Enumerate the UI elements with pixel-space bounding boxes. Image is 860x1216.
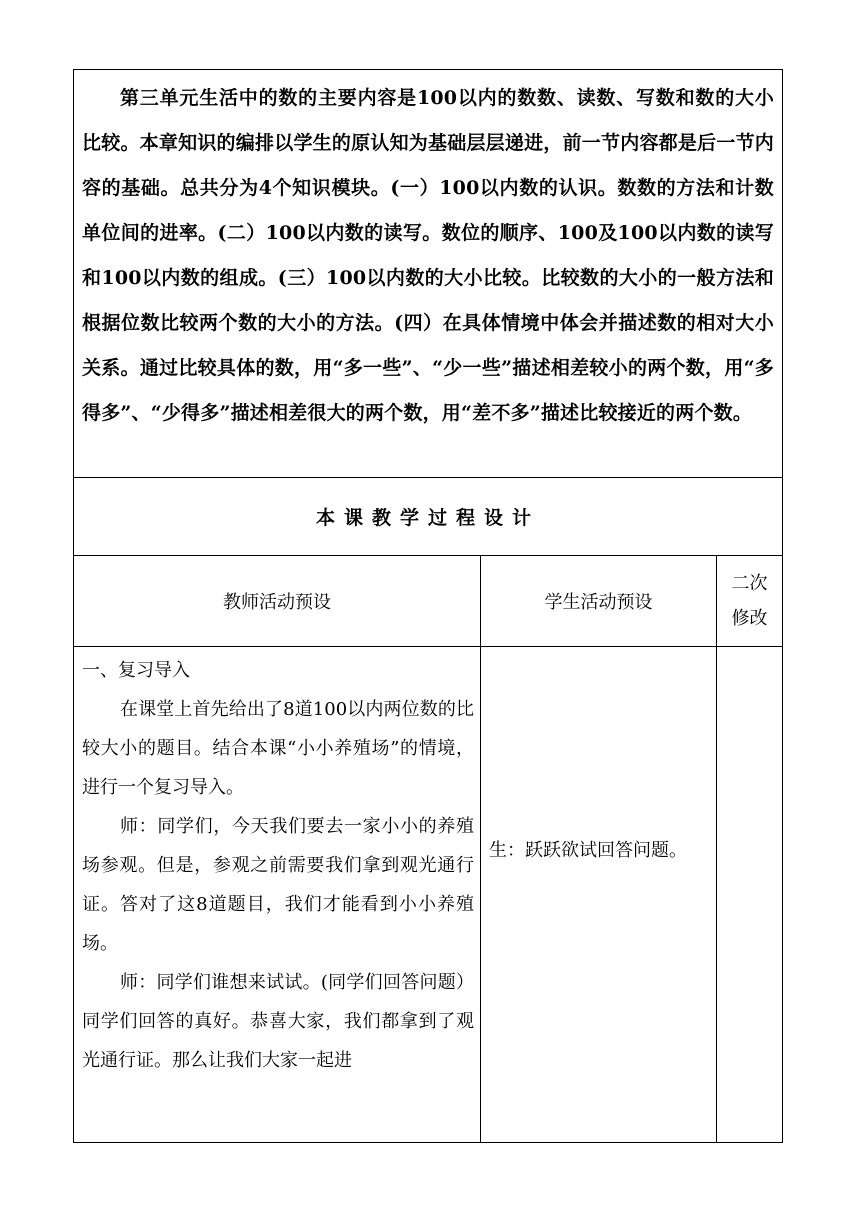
teacher-paragraph: 师：同学们，今天我们要去一家小小的养殖场参观。但是，参观之前需要我们拿到观光通行证。答对了这8道题目，我们才能看到小小养殖场。 bbox=[82, 816, 474, 954]
teacher-heading: 一、复习导入 bbox=[82, 660, 190, 681]
lesson-plan-table bbox=[73, 69, 783, 1143]
revision-header-line2: 修改 bbox=[731, 608, 768, 629]
unit-overview-text: 第三单元生活中的数的主要内容是100以内的数数、读数、写数和数的大小比较。本章知识的编排以学生的原认知为基础层层递进，前一节内容都是后一节内容的基础。总共分为4个知识模块。(一）100以内数的认识。数数的方法和计数单位间的进率。(二）100以内数的读写。数位的顺序、100及100以内数的读写和100以内数的组成。(三）100以内数的大小比较。比较数的大小的一般方法和根据位数比较两个数的大小的方法。(四）在具体情境中体会并描述数的相对大小关系。通过比较具体的数，用“多一些”、“少一些”描述相差较小的两个数，用“多得多”、“少得多”描述相差很大的两个数，用“差不多”描述比较接近的两个数。 bbox=[82, 87, 774, 424]
revision-header bbox=[717, 556, 782, 647]
section-title: 本课教学过程设计 bbox=[74, 478, 782, 556]
revision-cell bbox=[717, 647, 782, 1142]
student-response: 生：跃跃欲试回答问题。 bbox=[489, 840, 687, 861]
teacher-paragraph: 师：同学们谁想来试试。(同学们回答问题）同学们回答的真好。恭喜大家，我们都拿到了观光通行证。那么让我们大家一起进 bbox=[82, 972, 474, 1071]
revision-header-line1: 二次 bbox=[731, 573, 768, 594]
unit-overview-cell bbox=[74, 70, 782, 478]
student-activity-cell bbox=[481, 647, 717, 1142]
student-activity-header: 学生活动预设 bbox=[481, 556, 717, 647]
teacher-activity-cell bbox=[74, 647, 481, 1142]
teacher-paragraph: 在课堂上首先给出了8道100以内两位数的比较大小的题目。结合本课“小小养殖场”的情境，进行一个复习导入。 bbox=[82, 699, 474, 798]
teacher-activity-header: 教师活动预设 bbox=[74, 556, 481, 647]
